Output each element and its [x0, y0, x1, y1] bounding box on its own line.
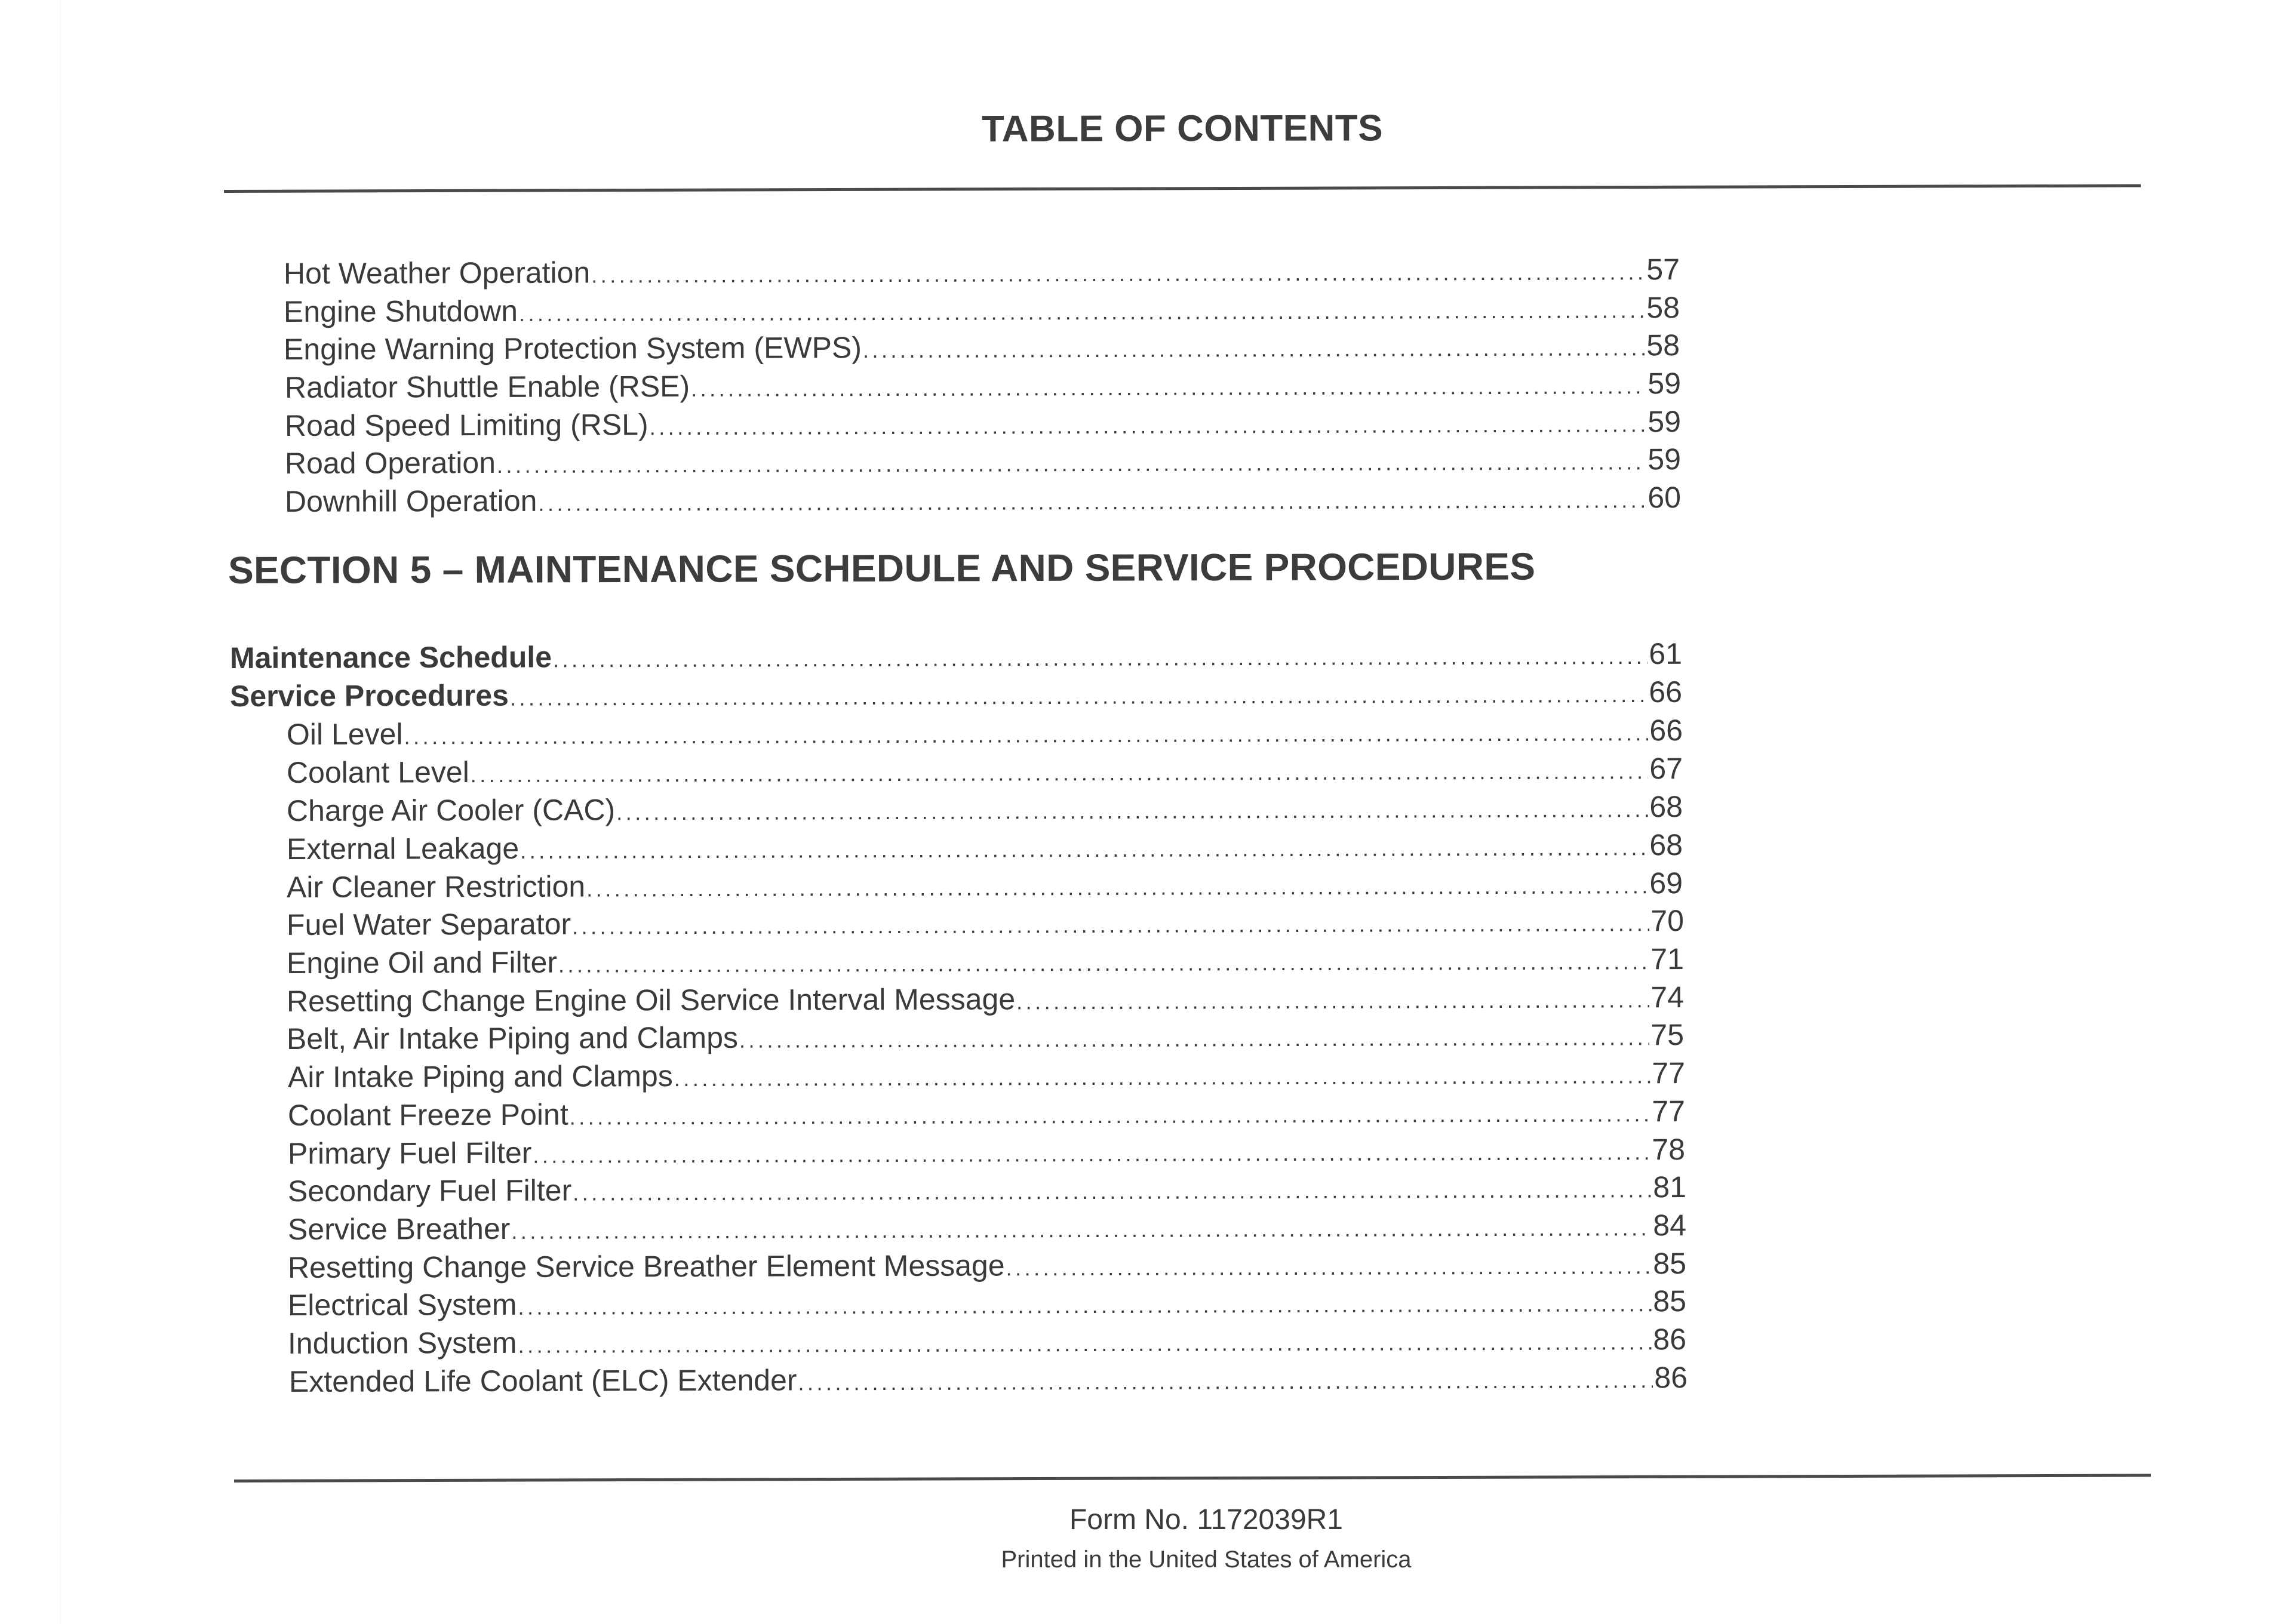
dot-leader — [471, 753, 1649, 793]
toc-entry-label: Primary Fuel Filter — [287, 1136, 532, 1170]
toc-entry-engine-oil-and-filter[interactable] — [287, 941, 1684, 984]
toc-entry-label: Engine Shutdown — [283, 294, 518, 328]
toc-entry-page: 77 — [1652, 1056, 1686, 1090]
toc-entry-label: Coolant Freeze Point — [287, 1097, 568, 1132]
dot-leader — [650, 407, 1647, 445]
toc-entry-label: Belt, Air Intake Piping and Clamps — [286, 1020, 739, 1056]
toc-entry-charge-air-cooler[interactable] — [287, 789, 1683, 832]
toc-entry-page: 60 — [1647, 481, 1682, 515]
toc-entry-page: 67 — [1649, 752, 1683, 786]
toc-entry-page: 66 — [1649, 675, 1683, 709]
dot-leader — [739, 1020, 1650, 1059]
toc-entry-label: Extended Life Coolant (ELC) Extender — [288, 1363, 797, 1398]
toc-entry-road-operation[interactable] — [285, 441, 1681, 484]
toc-entry-page: 58 — [1646, 328, 1680, 362]
toc-entry-label: Resetting Change Service Breather Element Message — [287, 1248, 1005, 1284]
toc-entry-electrical-system[interactable] — [288, 1283, 1686, 1326]
toc-entry-page: 58 — [1646, 291, 1680, 325]
toc-entry-coolant-level[interactable] — [287, 751, 1683, 793]
dot-leader — [573, 1172, 1652, 1211]
toc-entry-label: Engine Oil and Filter — [286, 945, 558, 980]
toc-entry-page: 68 — [1649, 828, 1683, 862]
dot-leader — [863, 330, 1646, 368]
toc-entry-page: 74 — [1650, 980, 1685, 1014]
dot-leader — [404, 715, 1648, 755]
toc-entry-fuel-water-separator[interactable] — [287, 903, 1684, 946]
toc-entry-label: Road Operation — [284, 445, 496, 480]
toc-entry-label: Hot Weather Operation — [283, 256, 591, 290]
toc-entry-oil-level[interactable] — [287, 712, 1683, 755]
dot-leader — [616, 792, 1648, 831]
toc-entry-air-cleaner-restriction[interactable] — [287, 865, 1683, 908]
toc-entry-label: Engine Warning Protection System (EWPS) — [283, 331, 862, 366]
toc-entry-induction-system[interactable] — [288, 1321, 1686, 1364]
dot-leader — [1006, 1248, 1652, 1286]
toc-entry-page: 77 — [1652, 1094, 1686, 1128]
toc-entry-label: Oil Level — [286, 717, 403, 751]
dot-leader — [511, 1210, 1652, 1250]
toc-entry-rse[interactable] — [285, 365, 1681, 408]
toc-entry-external-leakage[interactable] — [287, 827, 1683, 870]
toc-entry-page: 59 — [1647, 405, 1682, 439]
page-title: TABLE OF CONTENTS — [981, 107, 1384, 150]
dot-leader — [518, 1286, 1652, 1325]
toc-entry-ewps[interactable] — [284, 327, 1680, 370]
toc-entry-maintenance-schedule[interactable] — [230, 636, 1682, 679]
toc-entry-page: 86 — [1654, 1361, 1688, 1395]
toc-entry-page: 81 — [1653, 1170, 1687, 1204]
toc-entry-label: Downhill Operation — [284, 484, 537, 518]
dot-leader — [497, 444, 1647, 484]
toc-entry-page: 61 — [1649, 636, 1683, 670]
dot-leader — [518, 1324, 1652, 1364]
toc-entry-label: Induction System — [287, 1325, 517, 1360]
dot-leader — [553, 639, 1647, 678]
toc-entry-page: 78 — [1652, 1133, 1686, 1167]
dot-leader — [570, 1096, 1651, 1135]
dot-leader — [591, 254, 1645, 293]
dot-leader — [691, 368, 1646, 407]
toc-entry-hot-weather-operation[interactable] — [284, 251, 1680, 294]
toc-entry-air-intake-piping[interactable] — [288, 1055, 1685, 1098]
toc-entry-label: Air Intake Piping and Clamps — [287, 1059, 673, 1094]
toc-entry-reset-oil-service-interval[interactable] — [287, 979, 1684, 1022]
toc-entry-service-breather[interactable] — [288, 1207, 1686, 1250]
section-heading: SECTION 5 – MAINTENANCE SCHEDULE AND SERVICE PROCEDURES — [228, 545, 1536, 592]
toc-entry-downhill-operation[interactable] — [285, 479, 1681, 522]
toc-entry-page: 71 — [1650, 942, 1685, 976]
toc-entry-primary-fuel-filter[interactable] — [288, 1131, 1685, 1174]
toc-entry-reset-breather-message[interactable] — [288, 1245, 1686, 1288]
toc-entry-page: 86 — [1653, 1322, 1687, 1357]
dot-leader — [519, 293, 1646, 332]
toc-entry-label: External Leakage — [286, 831, 520, 866]
toc-entry-elc-extender[interactable] — [289, 1360, 1688, 1402]
toc-entry-page: 84 — [1653, 1208, 1687, 1242]
toc-entry-label: Fuel Water Separator — [286, 907, 571, 942]
printed-in-notice: Printed in the United States of America — [1001, 1546, 1412, 1573]
toc-entry-page: 59 — [1647, 442, 1682, 476]
toc-entry-page: 68 — [1649, 790, 1683, 824]
toc-entry-page: 59 — [1647, 367, 1682, 401]
toc-entry-page: 70 — [1650, 904, 1685, 938]
toc-entry-secondary-fuel-filter[interactable] — [288, 1169, 1686, 1212]
dot-leader — [558, 944, 1650, 983]
toc-entry-page: 85 — [1653, 1247, 1687, 1281]
toc-entry-label: Air Cleaner Restriction — [286, 869, 586, 904]
toc-entry-page: 66 — [1649, 713, 1683, 748]
toc-entry-page: 57 — [1646, 253, 1680, 287]
form-number: Form No. 1172039R1 — [1069, 1504, 1343, 1536]
toc-entry-page: 75 — [1650, 1018, 1685, 1052]
toc-entry-service-procedures[interactable] — [230, 674, 1682, 717]
toc-entry-engine-shutdown[interactable] — [284, 290, 1680, 333]
toc-entry-page: 85 — [1653, 1284, 1687, 1318]
dot-leader — [1016, 982, 1649, 1020]
dot-leader — [538, 482, 1646, 522]
toc-entry-label: Service Procedures — [229, 678, 509, 713]
toc-entry-belt-air-intake[interactable] — [287, 1017, 1684, 1060]
toc-entry-label: Secondary Fuel Filter — [287, 1173, 572, 1208]
toc-entry-label: Road Speed Limiting (RSL) — [284, 408, 648, 442]
toc-entry-label: Service Breather — [287, 1211, 511, 1246]
dot-leader — [586, 868, 1648, 907]
toc-entry-label: Radiator Shuttle Enable (RSE) — [284, 369, 690, 404]
toc-entry-coolant-freeze-point[interactable] — [288, 1093, 1685, 1136]
dot-leader — [798, 1362, 1653, 1401]
toc-entry-rsl[interactable] — [285, 404, 1681, 447]
toc-entry-label: Electrical System — [287, 1287, 517, 1322]
dot-leader — [510, 677, 1648, 716]
toc-entry-label: Coolant Level — [286, 755, 469, 789]
dot-leader — [533, 1134, 1650, 1174]
dot-leader — [520, 830, 1648, 869]
dot-leader — [674, 1058, 1651, 1097]
toc-entry-label: Charge Air Cooler (CAC) — [286, 793, 616, 828]
toc-entry-page: 69 — [1649, 866, 1683, 900]
toc-entry-label: Maintenance Schedule — [229, 640, 552, 675]
toc-entry-label: Resetting Change Engine Oil Service Interval Message — [286, 982, 1016, 1018]
dot-leader — [572, 906, 1649, 945]
